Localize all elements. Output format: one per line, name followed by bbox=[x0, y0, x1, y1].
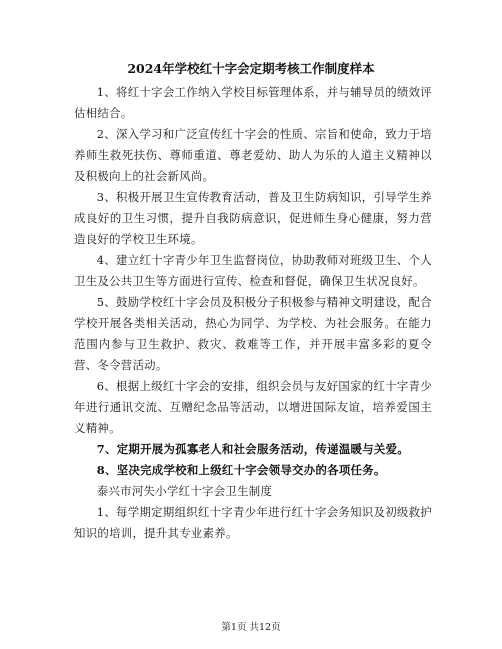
paragraph-1: 1、将红十字会工作纳入学校目标管理体系，并与辅导员的绩效评估相结合。 bbox=[74, 85, 432, 120]
paragraph-4: 4、建立红十字青少年卫生监督岗位，协助教师对班级卫生、个人卫生及公共卫生等方面进行宣传、检查和督促，确保卫生状况良好。 bbox=[74, 253, 432, 288]
paragraph-8: 8、坚决完成学校和上级红十字会领导交办的各项任务。 bbox=[96, 463, 386, 477]
page-footer: 第1页 共12页 bbox=[221, 622, 281, 633]
paragraph-2: 2、深入学习和广泛宣传红十字会的性质、宗旨和使命，致力于培养师生救死扶伤、尊师重道、尊老爱幼、助人为乐的人道主义精神以及积极向上的社会新风尚。 bbox=[74, 127, 432, 183]
paragraph-5: 5、鼓励学校红十字会员及积极分子积极参与精神文明建设，配合学校开展各类相关活动，热心为同学、为学校、为社会服务。在能力范围内参与卫生救护、救灾、救难等工作，并开展丰富多彩的夏令营、冬令营活动。 bbox=[74, 295, 432, 372]
page-title: 2024年学校红十字会定期考核工作制度样本 bbox=[127, 61, 375, 76]
paragraph-7: 7、定期开展为孤寡老人和社会服务活动，传递温暖与关爱。 bbox=[96, 442, 409, 456]
document-body bbox=[74, 82, 432, 544]
paragraph-3: 3、积极开展卫生宣传教育活动，普及卫生防病知识，引导学生养成良好的卫生习惯，提升自我防病意识，促进师生身心健康，努力营造良好的学校卫生环境。 bbox=[74, 190, 432, 246]
paragraph-6: 6、根据上级红十字会的安排，组织会员与友好国家的红十字青少年进行通讯交流、互赠纪念品等活动，以增进国际友谊，培养爱国主义精神。 bbox=[74, 379, 432, 435]
section-heading: 泰兴市河失小学红十字会卫生制度 bbox=[96, 484, 273, 498]
paragraph-9: 1、每学期定期组织红十字青少年进行红十字会务知识及初级救护知识的培训，提升其专业素养。 bbox=[74, 505, 432, 540]
